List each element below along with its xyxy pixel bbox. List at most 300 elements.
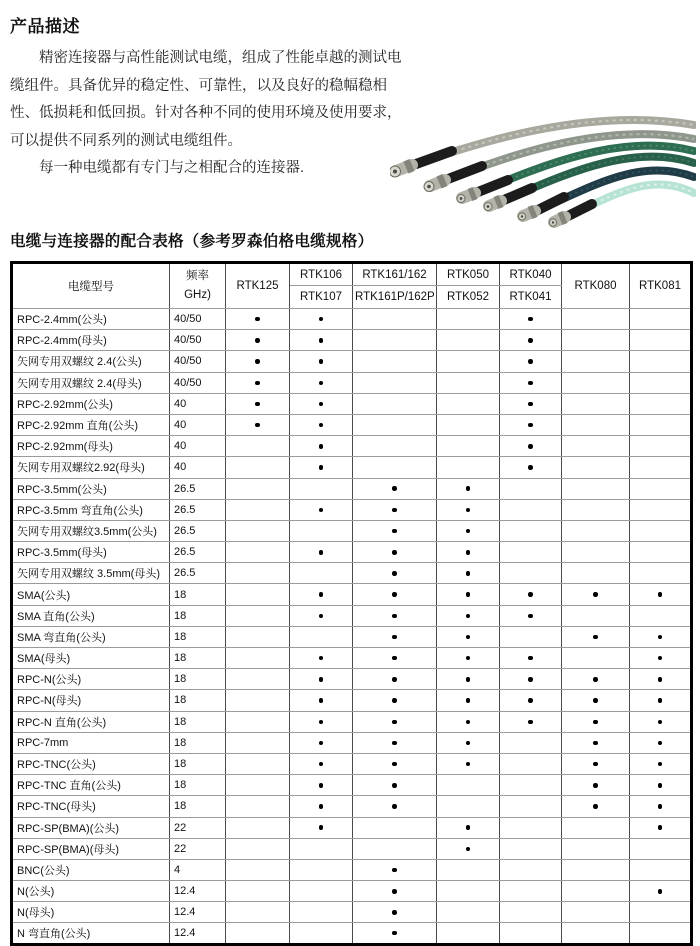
compat-mark-cell (630, 542, 692, 563)
bullet-icon (593, 720, 598, 725)
compat-mark-cell (500, 584, 562, 605)
header-cable-model: 电缆型号 (12, 263, 170, 309)
bullet-icon (466, 762, 471, 767)
bullet-icon (392, 720, 397, 725)
header-rtk050: RTK050 (437, 263, 500, 286)
cable-model-cell: RPC-3.5mm 弯直角(公头) (12, 499, 170, 520)
table-row (12, 309, 692, 330)
compat-mark-cell (437, 838, 500, 859)
compat-mark-cell (500, 478, 562, 499)
bullet-icon (466, 656, 471, 661)
cable-model-cell: RPC-3.5mm(公头) (12, 478, 170, 499)
compat-table-body (12, 309, 692, 945)
compat-mark-cell (226, 542, 290, 563)
frequency-cell: 18 (170, 753, 226, 774)
table-row (12, 393, 692, 414)
compat-mark-cell (290, 436, 353, 457)
frequency-cell: 18 (170, 584, 226, 605)
compatibility-table (10, 261, 693, 946)
compat-mark-cell (290, 859, 353, 880)
description-paragraph-1: 精密连接器与高性能测试电缆，组成了性能卓越的测试电缆组件。具备优异的稳定性、可靠性，以及良好的稳幅稳相性、低损耗和低回损。针对各种不同的使用环境及使用要求，可以提供不同系列的测试电缆组件。 (10, 50, 402, 149)
bullet-icon (528, 677, 533, 682)
header-rtk106: RTK106 (290, 263, 353, 286)
cable-model-cell: RPC-N(母头) (12, 690, 170, 711)
cable-model-cell: RPC-2.92mm(公头) (12, 393, 170, 414)
frequency-cell: 12.4 (170, 923, 226, 944)
bullet-icon (255, 402, 260, 407)
table-header (12, 263, 692, 309)
cable-model-cell: 矢网专用双螺纹 2.4(公头) (12, 351, 170, 372)
compat-mark-cell (630, 605, 692, 626)
compat-mark-cell (500, 732, 562, 753)
compat-mark-cell (353, 859, 437, 880)
compat-mark-cell (630, 669, 692, 690)
compat-mark-cell (630, 796, 692, 817)
bullet-icon (466, 635, 471, 640)
compat-mark-cell (290, 626, 353, 647)
cable-model-cell: N 弯直角(公头) (12, 923, 170, 944)
compat-mark-cell (630, 457, 692, 478)
bullet-icon (255, 381, 260, 386)
table-row (12, 499, 692, 520)
table-row (12, 732, 692, 753)
bullet-icon (593, 762, 598, 767)
table-row (12, 902, 692, 923)
compat-mark-cell (437, 690, 500, 711)
compat-mark-cell (562, 817, 630, 838)
table-row (12, 817, 692, 838)
compat-mark-cell (290, 753, 353, 774)
compat-mark-cell (226, 563, 290, 584)
compat-mark-cell (630, 648, 692, 669)
compat-mark-cell (290, 775, 353, 796)
compat-mark-cell (562, 563, 630, 584)
compat-mark-cell (226, 753, 290, 774)
compat-mark-cell (353, 393, 437, 414)
compat-mark-cell (437, 457, 500, 478)
compat-mark-cell (500, 605, 562, 626)
bullet-icon (528, 444, 533, 449)
bullet-icon (528, 592, 533, 597)
frequency-cell: 26.5 (170, 499, 226, 520)
compat-mark-cell (353, 351, 437, 372)
compat-mark-cell (226, 690, 290, 711)
cable-model-cell: RPC-2.92mm 直角(公头) (12, 414, 170, 435)
compat-mark-cell (290, 817, 353, 838)
compat-mark-cell (437, 563, 500, 584)
header-rtk081: RTK081 (630, 263, 692, 309)
bullet-icon (319, 550, 324, 555)
compat-mark-cell (562, 753, 630, 774)
compat-mark-cell (226, 605, 290, 626)
bullet-icon (392, 698, 397, 703)
cable-assembly-photo (390, 69, 696, 231)
bullet-icon (466, 508, 471, 513)
compat-mark-cell (353, 902, 437, 923)
table-row (12, 478, 692, 499)
compat-mark-cell (226, 584, 290, 605)
frequency-cell: 40 (170, 414, 226, 435)
table-row (12, 690, 692, 711)
compat-mark-cell (562, 478, 630, 499)
compat-mark-cell (630, 330, 692, 351)
compat-mark-cell (290, 732, 353, 753)
bullet-icon (319, 592, 324, 597)
compat-mark-cell (562, 393, 630, 414)
bullet-icon (392, 656, 397, 661)
compat-mark-cell (437, 648, 500, 669)
bullet-icon (392, 868, 397, 873)
frequency-cell: 40/50 (170, 351, 226, 372)
compat-mark-cell (562, 626, 630, 647)
bullet-icon (319, 677, 324, 682)
bullet-icon (392, 508, 397, 513)
connector-barrels (390, 165, 565, 226)
compat-mark-cell (437, 881, 500, 902)
bullet-icon (319, 423, 324, 428)
header-rtk161p-162p: RTK161P/162P (353, 286, 437, 309)
compat-mark-cell (290, 796, 353, 817)
compat-mark-cell (226, 711, 290, 732)
table-row (12, 414, 692, 435)
bullet-icon (528, 720, 533, 725)
header-rtk052: RTK052 (437, 286, 500, 309)
compat-mark-cell (630, 584, 692, 605)
table-row (12, 669, 692, 690)
compat-mark-cell (562, 584, 630, 605)
compat-mark-cell (290, 542, 353, 563)
compat-mark-cell (500, 817, 562, 838)
bullet-icon (466, 847, 471, 852)
bullet-icon (466, 614, 471, 619)
bullet-icon (392, 529, 397, 534)
compat-mark-cell (226, 393, 290, 414)
bullet-icon (392, 741, 397, 746)
table-row (12, 838, 692, 859)
table-row (12, 372, 692, 393)
bullet-icon (466, 550, 471, 555)
header-rtk080: RTK080 (562, 263, 630, 309)
compat-mark-cell (437, 542, 500, 563)
compat-mark-cell (226, 902, 290, 923)
bullet-icon (466, 529, 471, 534)
bullet-icon (528, 317, 533, 322)
compat-mark-cell (437, 859, 500, 880)
table-row (12, 648, 692, 669)
compat-mark-cell (630, 372, 692, 393)
compat-mark-cell (437, 775, 500, 796)
compat-mark-cell (500, 542, 562, 563)
header-rtk040: RTK040 (500, 263, 562, 286)
frequency-cell: 40/50 (170, 309, 226, 330)
compat-mark-cell (562, 732, 630, 753)
bullet-icon (593, 698, 598, 703)
compat-mark-cell (630, 817, 692, 838)
compat-mark-cell (630, 775, 692, 796)
bullet-icon (658, 698, 663, 703)
compat-mark-cell (562, 351, 630, 372)
compat-mark-cell (500, 436, 562, 457)
compat-mark-cell (437, 372, 500, 393)
table-row (12, 542, 692, 563)
bullet-icon (658, 762, 663, 767)
compat-mark-cell (562, 859, 630, 880)
compat-mark-cell (226, 796, 290, 817)
compat-mark-cell (630, 478, 692, 499)
compat-mark-cell (437, 796, 500, 817)
bullet-icon (658, 804, 663, 809)
table-row (12, 711, 692, 732)
compat-mark-cell (353, 648, 437, 669)
bullet-icon (658, 592, 663, 597)
bullet-icon (255, 317, 260, 322)
frequency-cell: 22 (170, 838, 226, 859)
compat-mark-cell (437, 605, 500, 626)
bullet-icon (319, 698, 324, 703)
compat-mark-cell (290, 351, 353, 372)
compat-mark-cell (353, 330, 437, 351)
compat-mark-cell (226, 436, 290, 457)
compat-mark-cell (290, 838, 353, 859)
frequency-cell: 12.4 (170, 902, 226, 923)
compat-mark-cell (562, 309, 630, 330)
compat-mark-cell (353, 711, 437, 732)
compat-mark-cell (562, 372, 630, 393)
table-row (12, 330, 692, 351)
cable-model-cell: SMA(母头) (12, 648, 170, 669)
compat-mark-cell (562, 902, 630, 923)
bullet-icon (658, 635, 663, 640)
cable-model-cell: RPC-N(公头) (12, 669, 170, 690)
bullet-icon (319, 720, 324, 725)
table-row (12, 881, 692, 902)
compat-mark-cell (437, 520, 500, 541)
compat-mark-cell (500, 753, 562, 774)
bullet-icon (392, 550, 397, 555)
cable-model-cell: RPC-2.92mm(母头) (12, 436, 170, 457)
compat-mark-cell (437, 478, 500, 499)
cable-model-cell: N(公头) (12, 881, 170, 902)
compat-mark-cell (226, 309, 290, 330)
bullet-icon (658, 783, 663, 788)
compat-mark-cell (226, 881, 290, 902)
description-paragraph-2: 每一种电缆都有专门与之相配合的连接器. (39, 160, 305, 176)
compat-mark-cell (500, 393, 562, 414)
bullet-icon (466, 720, 471, 725)
compat-mark-cell (500, 711, 562, 732)
bullet-icon (255, 338, 260, 343)
bullet-icon (319, 762, 324, 767)
compat-mark-cell (290, 669, 353, 690)
bullet-icon (658, 825, 663, 830)
table-row (12, 859, 692, 880)
bullet-icon (255, 359, 260, 364)
cable-model-cell: RPC-2.4mm(母头) (12, 330, 170, 351)
bullet-icon (319, 741, 324, 746)
compat-mark-cell (290, 414, 353, 435)
cable-model-cell: 矢网专用双螺纹 2.4(母头) (12, 372, 170, 393)
compat-mark-cell (353, 753, 437, 774)
bullet-icon (658, 741, 663, 746)
compat-mark-cell (226, 626, 290, 647)
frequency-cell: 18 (170, 690, 226, 711)
bullet-icon (593, 804, 598, 809)
compat-mark-cell (562, 605, 630, 626)
compat-mark-cell (630, 414, 692, 435)
compat-mark-cell (290, 881, 353, 902)
frequency-cell: 40 (170, 457, 226, 478)
compat-mark-cell (500, 775, 562, 796)
bullet-icon (319, 614, 324, 619)
compat-mark-cell (353, 478, 437, 499)
bullet-icon (392, 592, 397, 597)
compat-mark-cell (562, 690, 630, 711)
frequency-cell: 26.5 (170, 478, 226, 499)
bullet-icon (392, 486, 397, 491)
cable-model-cell: RPC-N 直角(公头) (12, 711, 170, 732)
compat-mark-cell (437, 732, 500, 753)
compat-mark-cell (226, 372, 290, 393)
cable-model-cell: N(母头) (12, 902, 170, 923)
compat-mark-cell (226, 732, 290, 753)
compat-mark-cell (500, 838, 562, 859)
compat-mark-cell (353, 542, 437, 563)
table-title: 电缆与连接器的配合表格（参考罗森伯格电缆规格） (10, 233, 374, 250)
cable-model-cell: SMA 弯直角(公头) (12, 626, 170, 647)
bullet-icon (319, 359, 324, 364)
compat-mark-cell (353, 626, 437, 647)
frequency-cell: 18 (170, 796, 226, 817)
bullet-icon (255, 423, 260, 428)
compat-mark-cell (226, 499, 290, 520)
compat-mark-cell (630, 499, 692, 520)
compat-mark-cell (437, 753, 500, 774)
compat-mark-cell (562, 436, 630, 457)
product-description-section (10, 45, 690, 213)
frequency-cell: 18 (170, 605, 226, 626)
cable-model-cell: RPC-TNC 直角(公头) (12, 775, 170, 796)
compat-mark-cell (353, 520, 437, 541)
compat-mark-cell (437, 351, 500, 372)
compat-mark-cell (500, 414, 562, 435)
compat-mark-cell (630, 881, 692, 902)
bullet-icon (319, 381, 324, 386)
header-frequency: 频率 GHz) (170, 263, 226, 309)
compat-mark-cell (290, 372, 353, 393)
compat-mark-cell (353, 690, 437, 711)
compat-mark-cell (630, 309, 692, 330)
bullet-icon (528, 338, 533, 343)
compat-mark-cell (290, 690, 353, 711)
compat-mark-cell (562, 711, 630, 732)
compat-mark-cell (353, 796, 437, 817)
compat-mark-cell (500, 309, 562, 330)
compat-mark-cell (562, 499, 630, 520)
compat-mark-cell (500, 648, 562, 669)
compat-mark-cell (630, 732, 692, 753)
cable-model-cell: BNC(公头) (12, 859, 170, 880)
compat-mark-cell (290, 584, 353, 605)
compat-mark-cell (500, 351, 562, 372)
cable-model-cell: 矢网专用双螺纹 3.5mm(母头) (12, 563, 170, 584)
bullet-icon (392, 762, 397, 767)
compat-mark-cell (630, 753, 692, 774)
bullet-icon (392, 889, 397, 894)
frequency-cell: 12.4 (170, 881, 226, 902)
compat-mark-cell (630, 351, 692, 372)
frequency-cell: 18 (170, 775, 226, 796)
cable-model-cell: RPC-TNC(母头) (12, 796, 170, 817)
compat-mark-cell (226, 520, 290, 541)
bullet-icon (392, 571, 397, 576)
compat-mark-cell (290, 309, 353, 330)
bullet-icon (528, 359, 533, 364)
bullet-icon (319, 508, 324, 513)
compat-mark-cell (562, 881, 630, 902)
frequency-cell: 18 (170, 626, 226, 647)
bullet-icon (392, 783, 397, 788)
bullet-icon (658, 889, 663, 894)
compat-mark-cell (630, 436, 692, 457)
frequency-cell: 18 (170, 648, 226, 669)
cable-model-cell: RPC-SP(BMA)(母头) (12, 838, 170, 859)
bullet-icon (319, 402, 324, 407)
compat-mark-cell (437, 626, 500, 647)
frequency-cell: 40 (170, 436, 226, 457)
compat-mark-cell (630, 690, 692, 711)
compat-mark-cell (500, 457, 562, 478)
compat-mark-cell (630, 859, 692, 880)
table-row (12, 563, 692, 584)
compat-mark-cell (353, 457, 437, 478)
table-row (12, 457, 692, 478)
cable-model-cell: SMA(公头) (12, 584, 170, 605)
bullet-icon (319, 444, 324, 449)
bullet-icon (466, 592, 471, 597)
compat-mark-cell (562, 457, 630, 478)
header-rtk161-162: RTK161/162 (353, 263, 437, 286)
bullet-icon (392, 614, 397, 619)
compat-mark-cell (290, 478, 353, 499)
header-rtk041: RTK041 (500, 286, 562, 309)
bullet-icon (319, 317, 324, 322)
compat-mark-cell (353, 584, 437, 605)
frequency-cell: 26.5 (170, 563, 226, 584)
compat-mark-cell (353, 732, 437, 753)
cable-model-cell: RPC-3.5mm(母头) (12, 542, 170, 563)
frequency-cell: 18 (170, 732, 226, 753)
compat-mark-cell (630, 902, 692, 923)
compat-mark-cell (226, 669, 290, 690)
compat-mark-cell (437, 330, 500, 351)
compat-mark-cell (290, 902, 353, 923)
compat-mark-cell (226, 817, 290, 838)
compat-mark-cell (437, 584, 500, 605)
bullet-icon (593, 635, 598, 640)
bullet-icon (528, 402, 533, 407)
compat-mark-cell (290, 520, 353, 541)
compat-mark-cell (290, 605, 353, 626)
compat-mark-cell (630, 563, 692, 584)
compat-mark-cell (437, 817, 500, 838)
compat-mark-cell (353, 309, 437, 330)
compat-mark-cell (500, 520, 562, 541)
compat-mark-cell (437, 669, 500, 690)
compat-mark-cell (500, 902, 562, 923)
bullet-icon (466, 677, 471, 682)
cable-model-cell: SMA 直角(公头) (12, 605, 170, 626)
bullet-icon (392, 804, 397, 809)
